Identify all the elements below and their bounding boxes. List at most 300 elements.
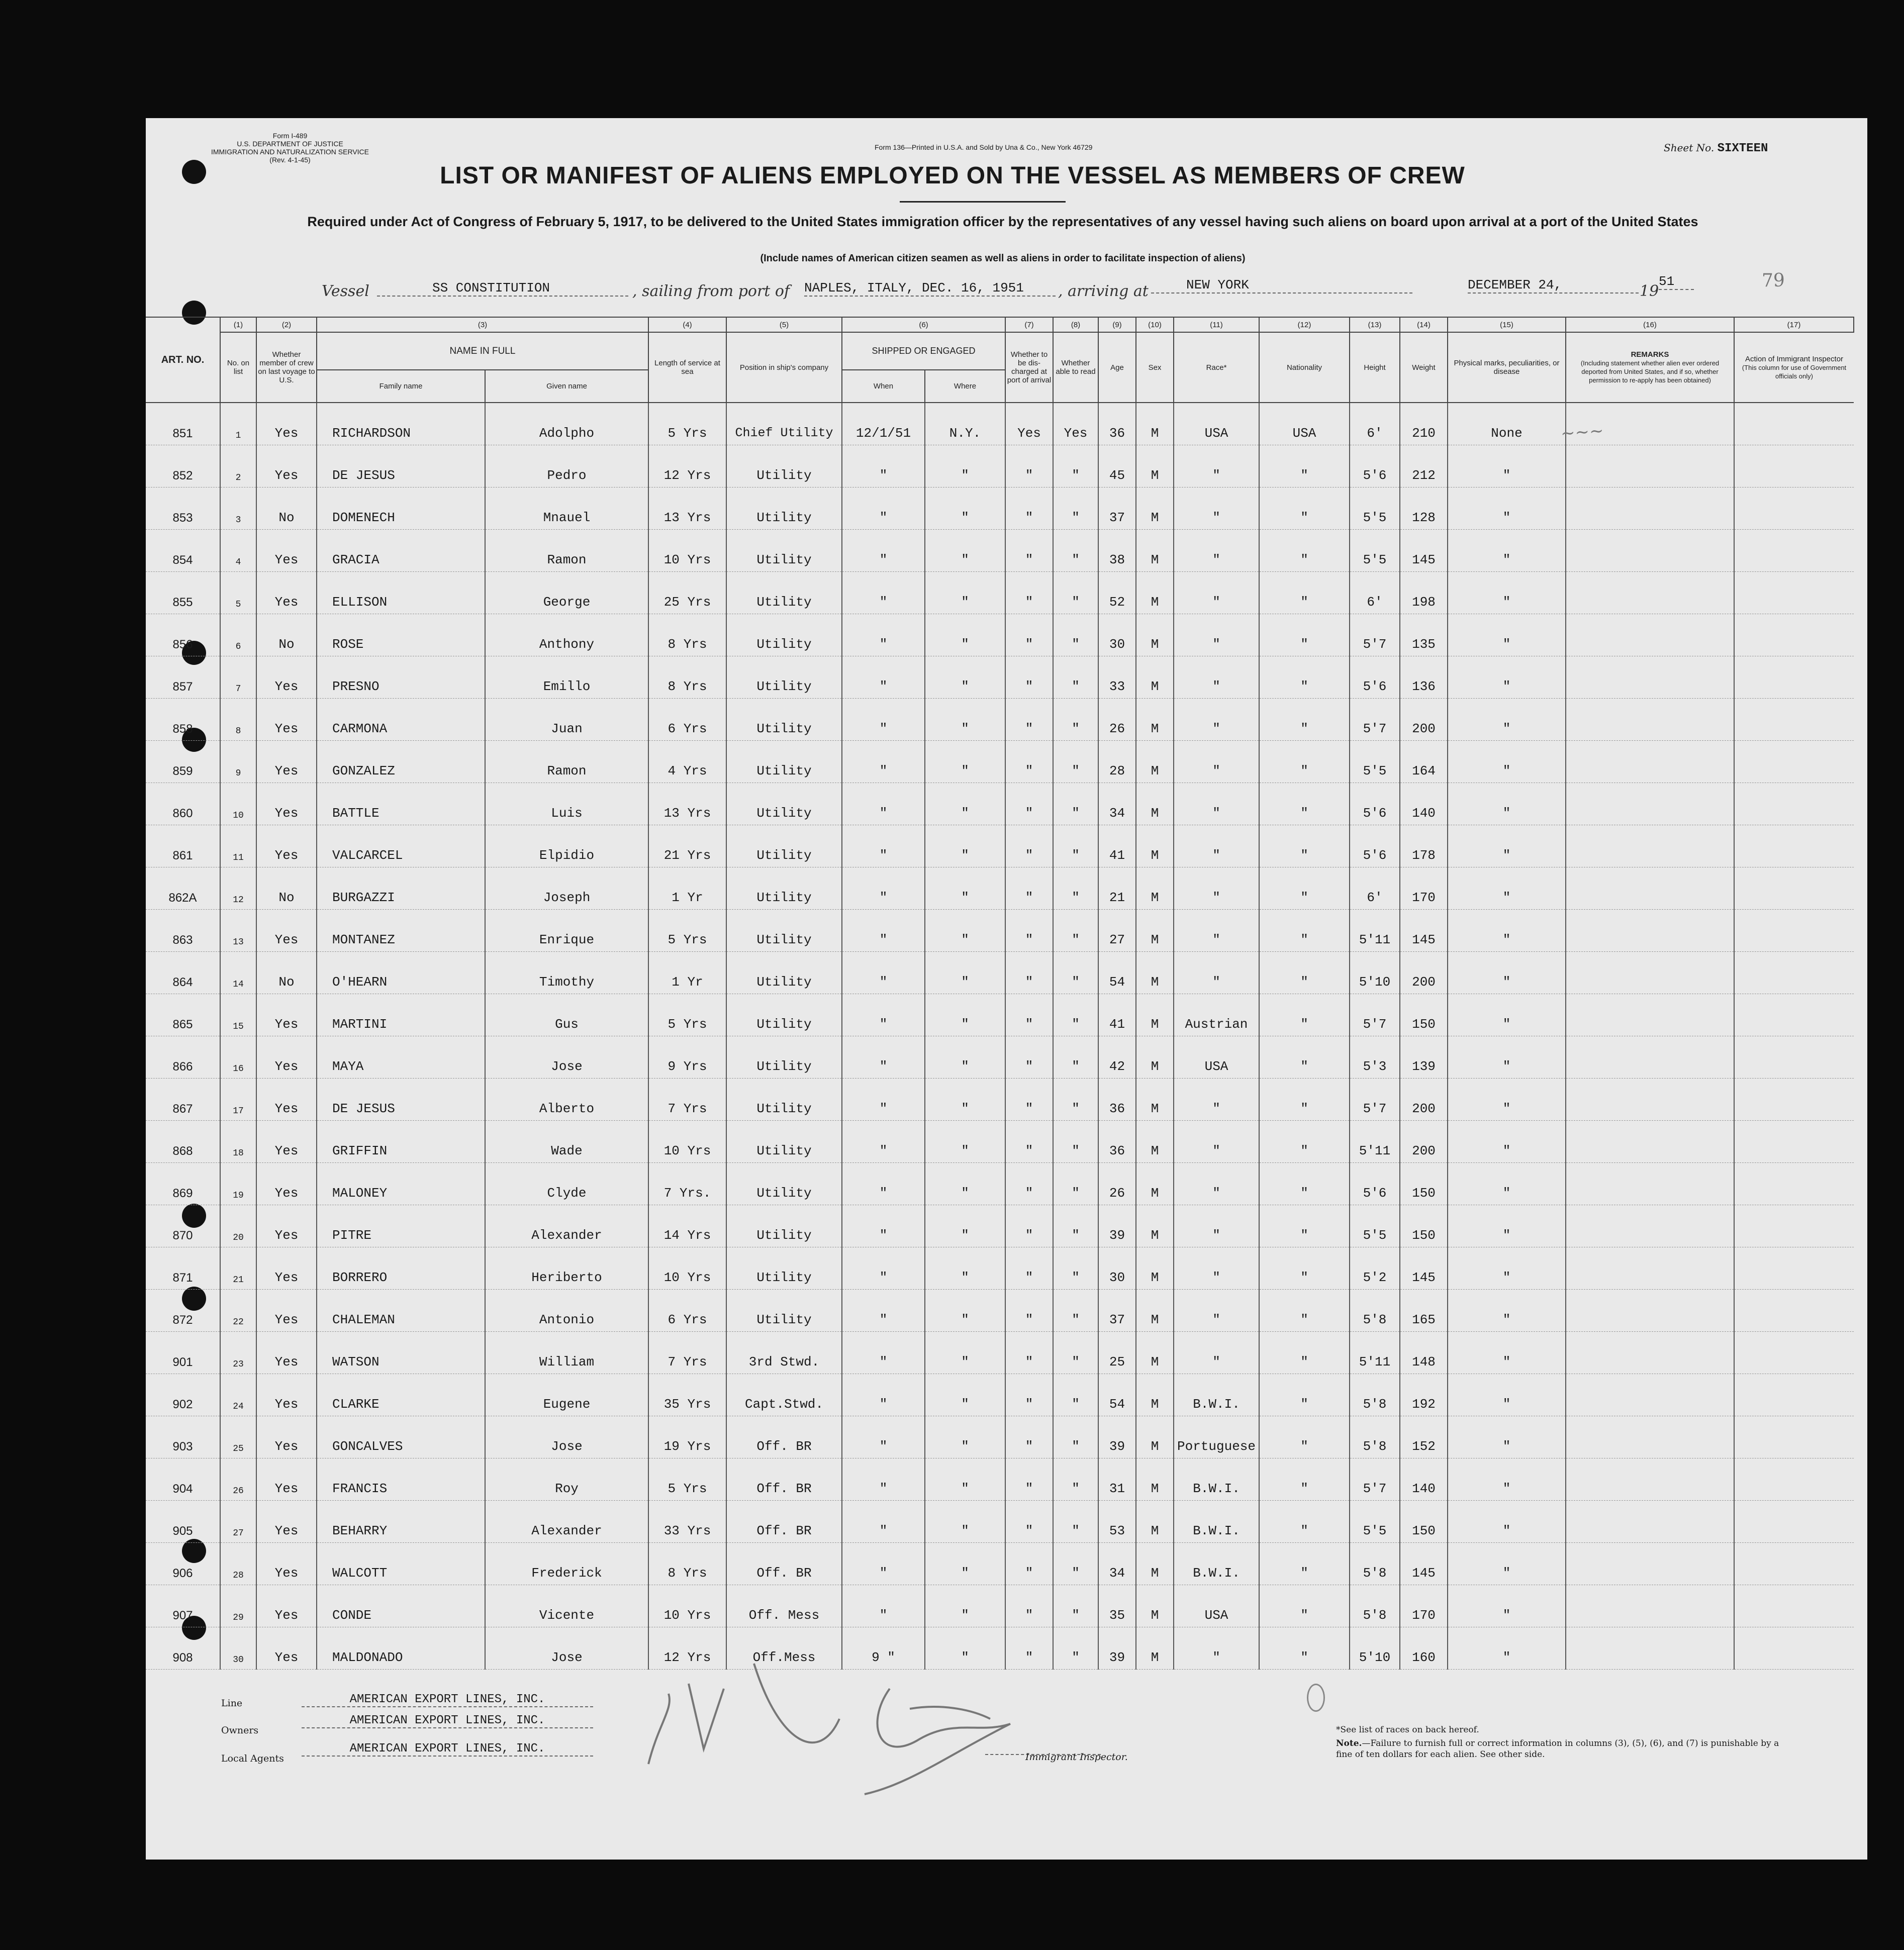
- cell-art: 872: [146, 1290, 220, 1332]
- cell-remarks: [1566, 1627, 1734, 1670]
- cell-inspector-action: [1734, 1627, 1854, 1670]
- cell-position: Utility: [726, 741, 842, 783]
- cell-crew: Yes: [256, 403, 317, 445]
- cell-family: DE JESUS: [317, 1079, 485, 1121]
- cell-disch: ": [1005, 1121, 1053, 1163]
- cell-remarks: [1566, 825, 1734, 867]
- cell-family: BATTLE: [317, 783, 485, 825]
- cell-crew: Yes: [256, 910, 317, 952]
- cell-inspector-action: [1734, 952, 1854, 994]
- cell-sex: M: [1136, 614, 1174, 656]
- cell-service: 5 Yrs: [648, 403, 726, 445]
- cell-race: ": [1174, 741, 1259, 783]
- cell-height: 6': [1350, 572, 1400, 614]
- cell-marks: ": [1448, 910, 1566, 952]
- cell-family: CARMONA: [317, 699, 485, 741]
- table-row: [146, 572, 1854, 614]
- cell-position: Utility: [726, 656, 842, 699]
- cell-nat: ": [1259, 445, 1350, 488]
- cell-family: GONCALVES: [317, 1416, 485, 1458]
- cell-read: ": [1053, 952, 1098, 994]
- cell-where: ": [925, 1416, 1005, 1458]
- cell-weight: 145: [1400, 910, 1448, 952]
- cell-remarks: [1566, 1121, 1734, 1163]
- cell-race: ": [1174, 1290, 1259, 1332]
- table-row: [146, 614, 1854, 656]
- cell-disch: ": [1005, 910, 1053, 952]
- cell-no: 18: [220, 1121, 256, 1163]
- cell-family: ELLISON: [317, 572, 485, 614]
- cell-family: MALONEY: [317, 1163, 485, 1205]
- cell-where: ": [925, 1290, 1005, 1332]
- cell-weight: 140: [1400, 783, 1448, 825]
- col-height: Height: [1350, 332, 1400, 403]
- cell-weight: 200: [1400, 1079, 1448, 1121]
- cell-where: ": [925, 1501, 1005, 1543]
- col-num-15: (15): [1448, 317, 1566, 332]
- cell-art: 856: [146, 614, 220, 656]
- cell-disch: ": [1005, 530, 1053, 572]
- cell-age: 26: [1098, 1163, 1136, 1205]
- cell-weight: 200: [1400, 952, 1448, 994]
- cell-height: 5'6: [1350, 783, 1400, 825]
- cell-height: 5'6: [1350, 656, 1400, 699]
- cell-read: ": [1053, 530, 1098, 572]
- cell-given: Clyde: [485, 1163, 648, 1205]
- cell-read: ": [1053, 1374, 1098, 1416]
- cell-age: 30: [1098, 1247, 1136, 1290]
- sheet-value: SIXTEEN: [1717, 142, 1768, 155]
- cell-art: 868: [146, 1121, 220, 1163]
- cell-height: 5'8: [1350, 1374, 1400, 1416]
- col-remarks: [1566, 332, 1734, 403]
- cell-height: 6': [1350, 867, 1400, 910]
- owners-label: Owners: [221, 1725, 259, 1736]
- cell-inspector-action: [1734, 1121, 1854, 1163]
- cell-when: ": [842, 572, 925, 614]
- cell-when: ": [842, 1079, 925, 1121]
- cell-position: Utility: [726, 952, 842, 994]
- cell-given: Alexander: [485, 1205, 648, 1247]
- cell-when: ": [842, 1585, 925, 1627]
- cell-family: CHALEMAN: [317, 1290, 485, 1332]
- table-row: [146, 699, 1854, 741]
- cell-weight: 148: [1400, 1332, 1448, 1374]
- cell-age: 39: [1098, 1416, 1136, 1458]
- cell-inspector-action: [1734, 1205, 1854, 1247]
- cell-weight: 200: [1400, 1121, 1448, 1163]
- col-family-name: Family name: [317, 370, 485, 403]
- col-sex: Sex: [1136, 332, 1174, 403]
- cell-race: ": [1174, 572, 1259, 614]
- cell-nat: ": [1259, 699, 1350, 741]
- cell-art: 859: [146, 741, 220, 783]
- cell-crew: Yes: [256, 530, 317, 572]
- cell-given: Juan: [485, 699, 648, 741]
- table-row: [146, 1290, 1854, 1332]
- cell-given: Enrique: [485, 910, 648, 952]
- cell-sex: M: [1136, 403, 1174, 445]
- cell-family: DE JESUS: [317, 445, 485, 488]
- cell-position: Utility: [726, 1079, 842, 1121]
- cell-weight: 165: [1400, 1290, 1448, 1332]
- cell-read: ": [1053, 614, 1098, 656]
- cell-position: Utility: [726, 614, 842, 656]
- cell-age: 34: [1098, 1543, 1136, 1585]
- cell-inspector-action: [1734, 994, 1854, 1036]
- cell-weight: 150: [1400, 1205, 1448, 1247]
- col-num-16: (16): [1566, 317, 1734, 332]
- cell-no: 7: [220, 656, 256, 699]
- cell-service: 1 Yr: [648, 952, 726, 994]
- cell-weight: 164: [1400, 741, 1448, 783]
- cell-art: 854: [146, 530, 220, 572]
- col-num-7: (7): [1005, 317, 1053, 332]
- cell-disch: ": [1005, 1501, 1053, 1543]
- cell-remarks: [1566, 1290, 1734, 1332]
- cell-art: 908: [146, 1627, 220, 1670]
- cell-nat: ": [1259, 572, 1350, 614]
- cell-inspector-action: [1734, 1332, 1854, 1374]
- cell-art: 867: [146, 1079, 220, 1121]
- cell-crew: Yes: [256, 1416, 317, 1458]
- cell-marks: ": [1448, 1036, 1566, 1079]
- cell-inspector-action: [1734, 572, 1854, 614]
- cell-marks: ": [1448, 572, 1566, 614]
- cell-read: ": [1053, 1205, 1098, 1247]
- cell-art: 862A: [146, 867, 220, 910]
- cell-read: ": [1053, 1501, 1098, 1543]
- col-physical-marks: Physical marks, peculiarities, or disease: [1448, 332, 1566, 403]
- cell-age: 21: [1098, 867, 1136, 910]
- col-position: Position in ship's company: [726, 332, 842, 403]
- cell-crew: Yes: [256, 1247, 317, 1290]
- cell-service: 14 Yrs: [648, 1205, 726, 1247]
- cell-where: ": [925, 1121, 1005, 1163]
- cell-position: Utility: [726, 994, 842, 1036]
- cell-given: Gus: [485, 994, 648, 1036]
- cell-when: ": [842, 1163, 925, 1205]
- cell-weight: 160: [1400, 1627, 1448, 1670]
- cell-remarks: [1566, 699, 1734, 741]
- cell-remarks: [1566, 1247, 1734, 1290]
- cell-family: PITRE: [317, 1205, 485, 1247]
- cell-inspector-action: [1734, 445, 1854, 488]
- cell-marks: ": [1448, 952, 1566, 994]
- cell-race: ": [1174, 614, 1259, 656]
- cell-given: Elpidio: [485, 825, 648, 867]
- cell-nat: ": [1259, 825, 1350, 867]
- agents-label: Local Agents: [221, 1753, 284, 1764]
- table-row: [146, 1416, 1854, 1458]
- arrival-date: DECEMBER 24,: [1468, 277, 1639, 294]
- cell-family: MAYA: [317, 1036, 485, 1079]
- cell-disch: ": [1005, 867, 1053, 910]
- cell-given: Vicente: [485, 1585, 648, 1627]
- cell-remarks: [1566, 1543, 1734, 1585]
- cell-weight: 210: [1400, 403, 1448, 445]
- cell-position: Utility: [726, 445, 842, 488]
- cell-nat: ": [1259, 1163, 1350, 1205]
- cell-height: 5'3: [1350, 1036, 1400, 1079]
- service-name: IMMIGRATION AND NATURALIZATION SERVICE: [211, 148, 369, 156]
- punch-hole: [182, 160, 206, 184]
- cell-no: 2: [220, 445, 256, 488]
- cell-when: ": [842, 1290, 925, 1332]
- cell-inspector-action: [1734, 1036, 1854, 1079]
- cell-read: ": [1053, 572, 1098, 614]
- cell-weight: 150: [1400, 994, 1448, 1036]
- cell-family: CONDE: [317, 1585, 485, 1627]
- cell-remarks: [1566, 1079, 1734, 1121]
- cell-age: 37: [1098, 1290, 1136, 1332]
- cell-art: 907: [146, 1585, 220, 1627]
- col-no-on-list: No. on list: [220, 332, 256, 403]
- cell-given: Jose: [485, 1627, 648, 1670]
- cell-weight: 200: [1400, 699, 1448, 741]
- cell-family: DOMENECH: [317, 488, 485, 530]
- table-row: [146, 910, 1854, 952]
- cell-height: 5'10: [1350, 952, 1400, 994]
- cell-marks: ": [1448, 783, 1566, 825]
- cell-read: ": [1053, 1627, 1098, 1670]
- cell-art: 853: [146, 488, 220, 530]
- cell-service: 7 Yrs: [648, 1079, 726, 1121]
- cell-given: Emillo: [485, 656, 648, 699]
- page-title: LIST OR MANIFEST OF ALIENS EMPLOYED ON THE VESSEL AS MEMBERS OF CREW: [440, 162, 1465, 189]
- cell-age: 41: [1098, 825, 1136, 867]
- cell-remarks: [1566, 1501, 1734, 1543]
- cell-read: ": [1053, 1585, 1098, 1627]
- cell-remarks: [1566, 1205, 1734, 1247]
- cell-art: 870: [146, 1205, 220, 1247]
- cell-weight: 145: [1400, 1247, 1448, 1290]
- cell-disch: ": [1005, 1374, 1053, 1416]
- cell-sex: M: [1136, 1079, 1174, 1121]
- cell-crew: Yes: [256, 1501, 317, 1543]
- cell-service: 35 Yrs: [648, 1374, 726, 1416]
- col-num-13: (13): [1350, 317, 1400, 332]
- cell-sex: M: [1136, 783, 1174, 825]
- cell-height: 6': [1350, 403, 1400, 445]
- cell-marks: ": [1448, 1205, 1566, 1247]
- cell-when: ": [842, 1543, 925, 1585]
- cell-where: ": [925, 1627, 1005, 1670]
- cell-sex: M: [1136, 910, 1174, 952]
- cell-height: 5'8: [1350, 1543, 1400, 1585]
- table-row: [146, 994, 1854, 1036]
- cell-marks: ": [1448, 1247, 1566, 1290]
- table-row: [146, 530, 1854, 572]
- cell-race: USA: [1174, 403, 1259, 445]
- cell-position: Off. BR: [726, 1416, 842, 1458]
- cell-disch: ": [1005, 1205, 1053, 1247]
- cell-nat: ": [1259, 530, 1350, 572]
- cell-given: Ramon: [485, 530, 648, 572]
- cell-age: 39: [1098, 1627, 1136, 1670]
- cell-nat: ": [1259, 1543, 1350, 1585]
- cell-age: 34: [1098, 783, 1136, 825]
- cell-when: ": [842, 656, 925, 699]
- cell-where: ": [925, 1374, 1005, 1416]
- cell-position: Off.Mess: [726, 1627, 842, 1670]
- cell-disch: ": [1005, 656, 1053, 699]
- cell-weight: 128: [1400, 488, 1448, 530]
- cell-marks: ": [1448, 1332, 1566, 1374]
- cell-no: 15: [220, 994, 256, 1036]
- cell-remarks: [1566, 656, 1734, 699]
- cell-art: 861: [146, 825, 220, 867]
- cell-read: ": [1053, 699, 1098, 741]
- cell-race: ": [1174, 1205, 1259, 1247]
- cell-inspector-action: [1734, 1416, 1854, 1458]
- cell-inspector-action: [1734, 1374, 1854, 1416]
- cell-nat: ": [1259, 994, 1350, 1036]
- cell-age: 41: [1098, 994, 1136, 1036]
- cell-nat: ": [1259, 1416, 1350, 1458]
- cell-no: 20: [220, 1205, 256, 1247]
- cell-height: 5'7: [1350, 1458, 1400, 1501]
- cell-given: Timothy: [485, 952, 648, 994]
- cell-disch: ": [1005, 741, 1053, 783]
- cell-when: 9 ": [842, 1627, 925, 1670]
- handwritten-circle: [1307, 1684, 1325, 1712]
- cell-height: 5'7: [1350, 699, 1400, 741]
- cell-remarks: [1566, 1416, 1734, 1458]
- cell-service: 1 Yr: [648, 867, 726, 910]
- arriving-label: , arriving at: [1058, 282, 1149, 300]
- cell-no: 5: [220, 572, 256, 614]
- cell-crew: No: [256, 867, 317, 910]
- cell-position: Utility: [726, 1121, 842, 1163]
- cell-service: 8 Yrs: [648, 656, 726, 699]
- cell-weight: 178: [1400, 825, 1448, 867]
- cell-nat: ": [1259, 1247, 1350, 1290]
- table-row: [146, 488, 1854, 530]
- cell-position: Off. BR: [726, 1501, 842, 1543]
- form-agency-block: [211, 132, 369, 164]
- cell-when: ": [842, 867, 925, 910]
- cell-age: 35: [1098, 1585, 1136, 1627]
- cell-sex: M: [1136, 1501, 1174, 1543]
- table-row: [146, 1036, 1854, 1079]
- cell-marks: ": [1448, 741, 1566, 783]
- cell-sex: M: [1136, 1543, 1174, 1585]
- cell-nat: ": [1259, 1121, 1350, 1163]
- note-text: —Failure to furnish full or correct information in columns (3), (5), (6), and (7) is punishable by a fine of ten dollars for each alien. See other side.: [1336, 1738, 1779, 1760]
- cell-weight: 192: [1400, 1374, 1448, 1416]
- cell-sex: M: [1136, 952, 1174, 994]
- cell-marks: ": [1448, 656, 1566, 699]
- cell-position: Off. BR: [726, 1543, 842, 1585]
- table-row: [146, 867, 1854, 910]
- cell-position: Utility: [726, 1036, 842, 1079]
- cell-given: Luis: [485, 783, 648, 825]
- cell-inspector-action: [1734, 614, 1854, 656]
- cell-read: ": [1053, 1247, 1098, 1290]
- cell-sex: M: [1136, 825, 1174, 867]
- cell-crew: No: [256, 488, 317, 530]
- cell-weight: 212: [1400, 445, 1448, 488]
- cell-where: ": [925, 699, 1005, 741]
- cell-age: 36: [1098, 1121, 1136, 1163]
- cell-position: Utility: [726, 699, 842, 741]
- cell-given: Pedro: [485, 445, 648, 488]
- cell-age: 37: [1098, 488, 1136, 530]
- cell-disch: ": [1005, 1163, 1053, 1205]
- cell-when: ": [842, 445, 925, 488]
- cell-family: BURGAZZI: [317, 867, 485, 910]
- cell-family: O'HEARN: [317, 952, 485, 994]
- cell-marks: ": [1448, 1627, 1566, 1670]
- cell-race: Portuguese: [1174, 1416, 1259, 1458]
- cell-where: ": [925, 488, 1005, 530]
- remarks-note: (Including statement whether alien ever ordered deported from United States, and if so, whether permission to re-apply has been obtained): [1580, 359, 1720, 384]
- printer-note: Form 136—Printed in U.S.A. and Sold by Una & Co., New York 46729: [875, 143, 1093, 151]
- cell-race: ": [1174, 910, 1259, 952]
- cell-when: ": [842, 910, 925, 952]
- cell-disch: ": [1005, 699, 1053, 741]
- cell-position: Utility: [726, 488, 842, 530]
- cell-height: 5'11: [1350, 910, 1400, 952]
- cell-position: Chief Utility: [726, 403, 842, 445]
- cell-read: ": [1053, 1036, 1098, 1079]
- cell-remarks: [1566, 488, 1734, 530]
- cell-when: ": [842, 825, 925, 867]
- cell-inspector-action: [1734, 1290, 1854, 1332]
- cell-age: 33: [1098, 656, 1136, 699]
- cell-race: ": [1174, 825, 1259, 867]
- cell-position: Utility: [726, 783, 842, 825]
- cell-crew: Yes: [256, 572, 317, 614]
- cell-no: 12: [220, 867, 256, 910]
- cell-disch: ": [1005, 1627, 1053, 1670]
- cell-disch: ": [1005, 488, 1053, 530]
- cell-family: PRESNO: [317, 656, 485, 699]
- cell-race: ": [1174, 783, 1259, 825]
- cell-height: 5'8: [1350, 1290, 1400, 1332]
- cell-inspector-action: [1734, 1543, 1854, 1585]
- cell-height: 5'5: [1350, 1501, 1400, 1543]
- col-able-to-read: Whether able to read: [1053, 332, 1098, 403]
- cell-marks: ": [1448, 1501, 1566, 1543]
- col-last-voyage: Whether member of crew on last voyage to U.S.: [256, 332, 317, 403]
- cell-disch: ": [1005, 445, 1053, 488]
- cell-no: 9: [220, 741, 256, 783]
- cell-inspector-action: [1734, 1458, 1854, 1501]
- cell-nat: ": [1259, 656, 1350, 699]
- table-row: [146, 1079, 1854, 1121]
- cell-race: ": [1174, 445, 1259, 488]
- cell-nat: ": [1259, 1205, 1350, 1247]
- cell-where: ": [925, 1332, 1005, 1374]
- cell-read: ": [1053, 1121, 1098, 1163]
- cell-family: ROSE: [317, 614, 485, 656]
- cell-family: RICHARDSON: [317, 403, 485, 445]
- cell-race: ": [1174, 656, 1259, 699]
- cell-sex: M: [1136, 741, 1174, 783]
- table-row: [146, 1374, 1854, 1416]
- cell-marks: ": [1448, 445, 1566, 488]
- cell-position: 3rd Stwd.: [726, 1332, 842, 1374]
- cell-art: 902: [146, 1374, 220, 1416]
- cell-where: ": [925, 1458, 1005, 1501]
- cell-height: 5'8: [1350, 1416, 1400, 1458]
- cell-weight: 140: [1400, 1458, 1448, 1501]
- cell-read: ": [1053, 488, 1098, 530]
- cell-remarks: [1566, 1036, 1734, 1079]
- cell-inspector-action: [1734, 403, 1854, 445]
